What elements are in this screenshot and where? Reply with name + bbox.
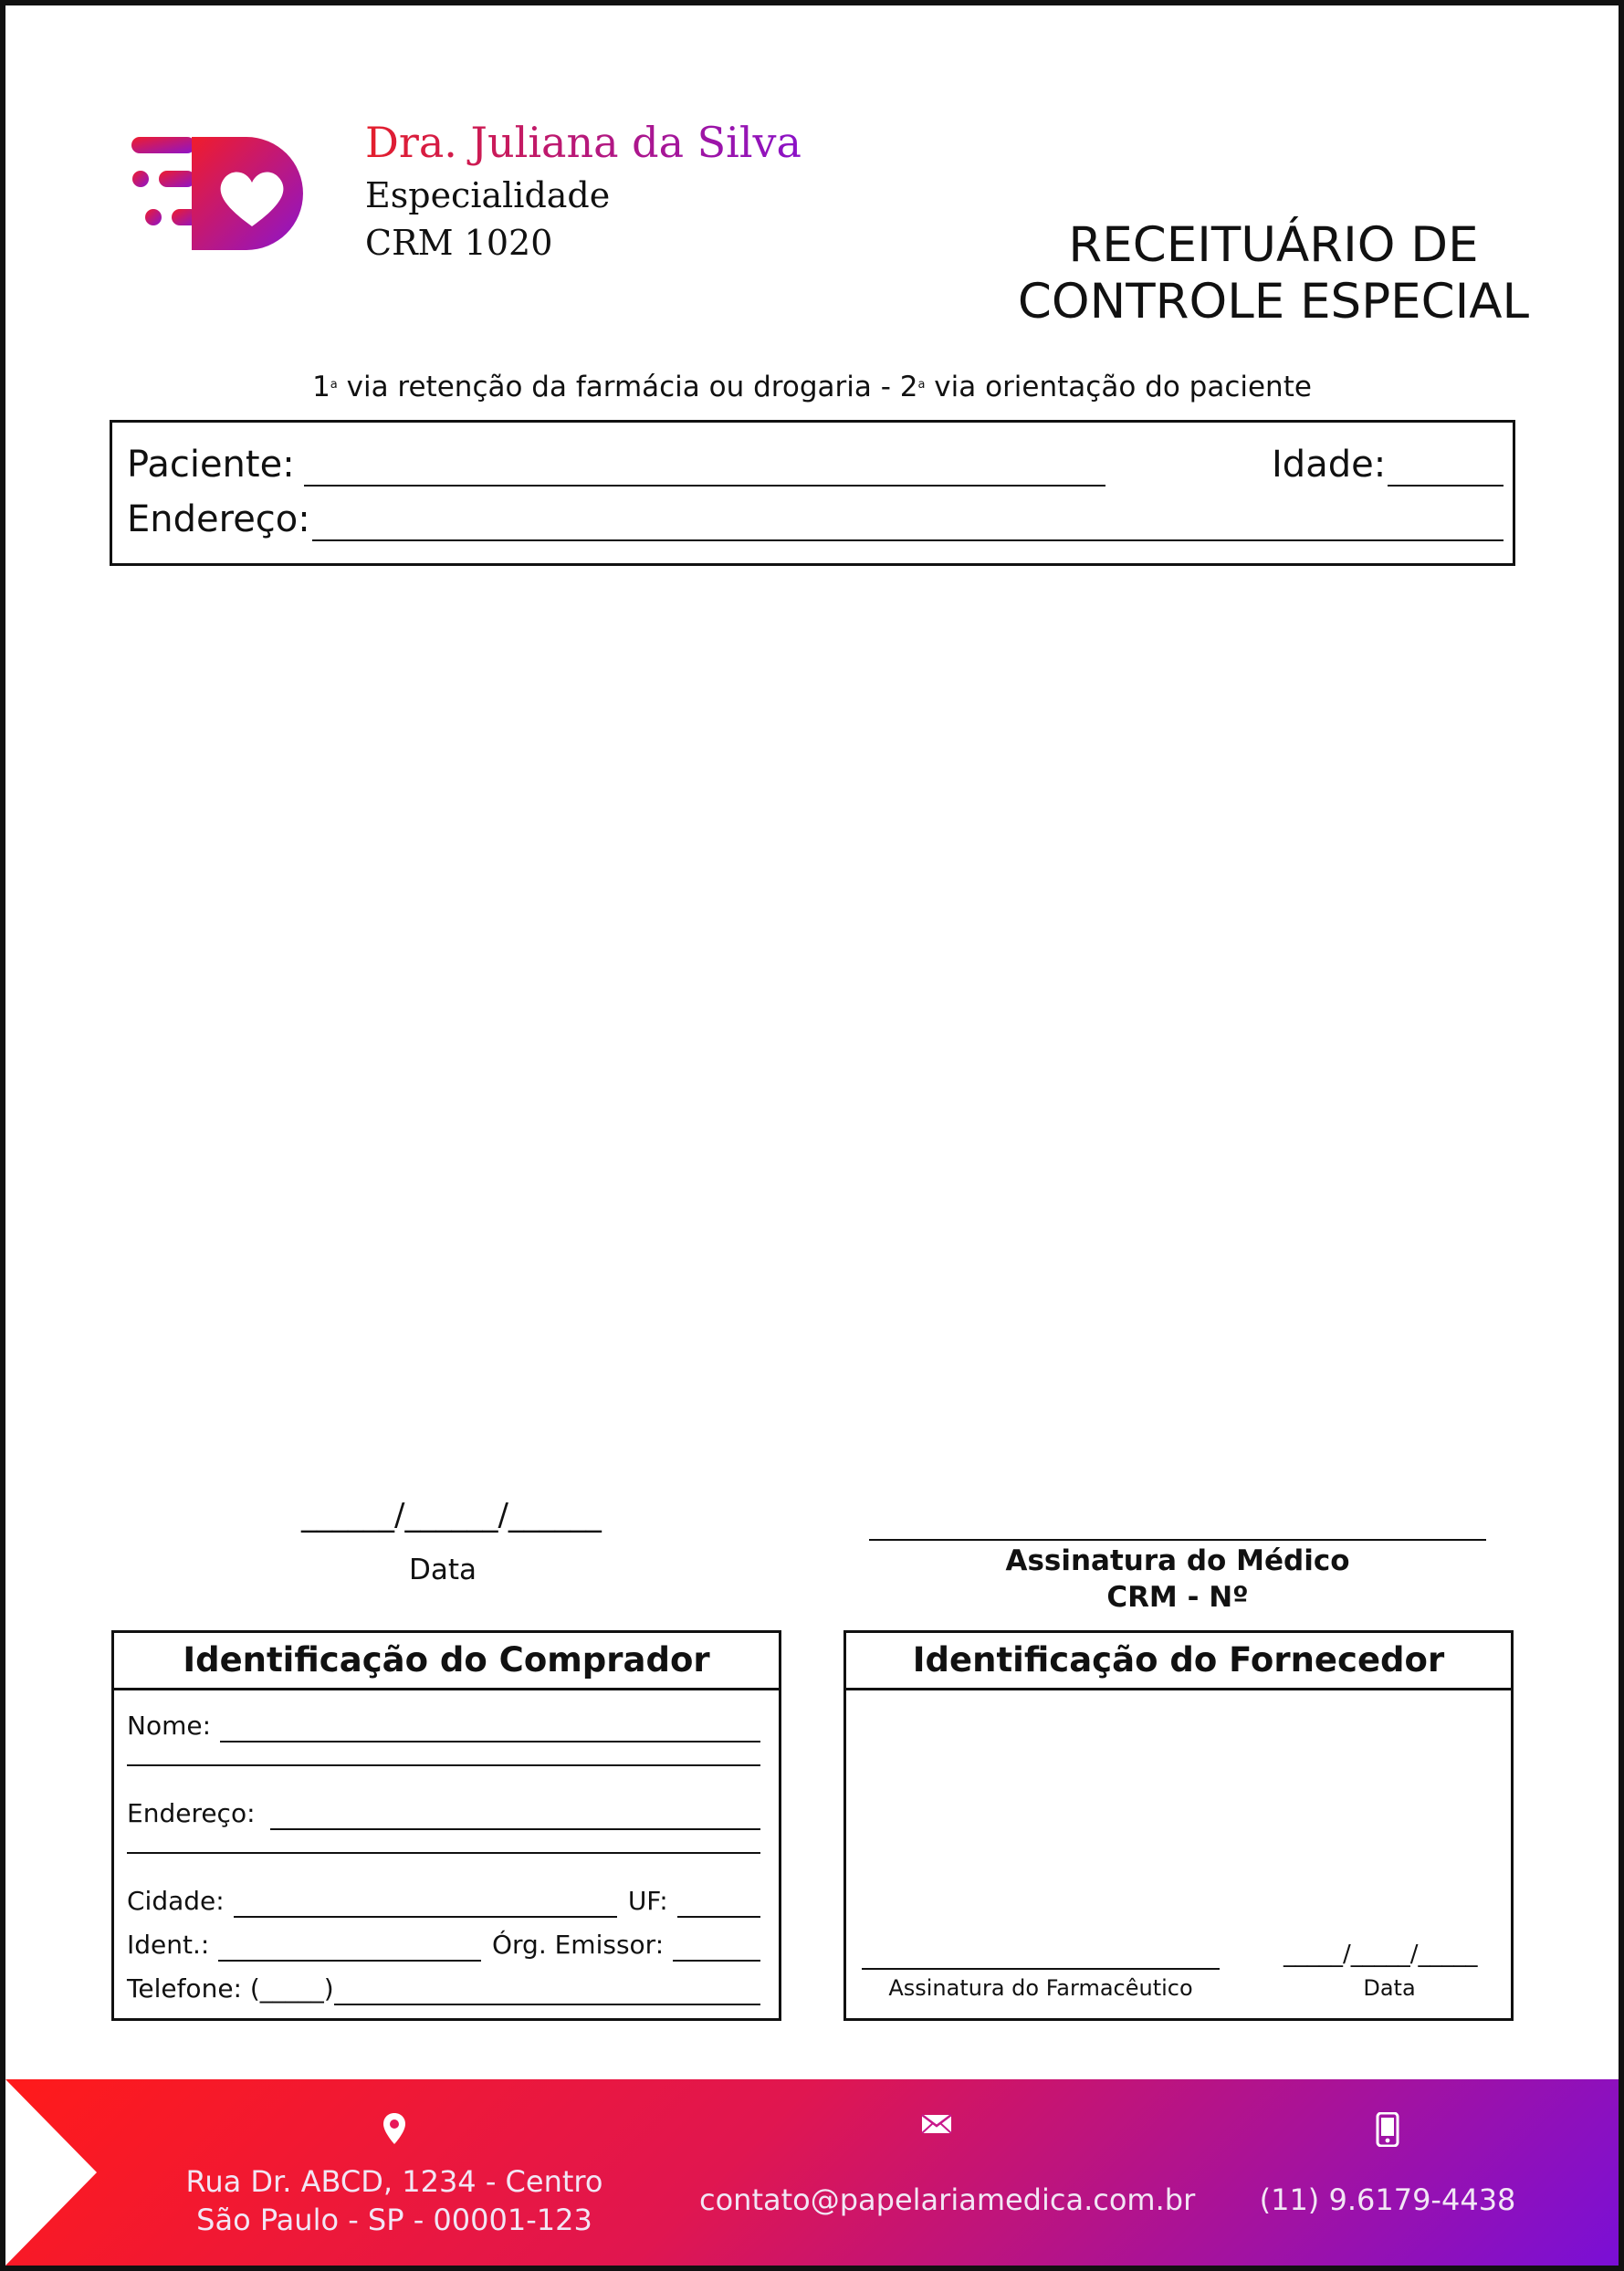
supplier-box-title: Identificação do Fornecedor xyxy=(846,1633,1511,1690)
footer-email-text[interactable]: contato@papelariamedica.com.br xyxy=(699,2182,1196,2217)
buyer-name-blank[interactable] xyxy=(220,1713,760,1742)
buyer-phone-blank[interactable] xyxy=(334,1976,760,2005)
via-first-text: via retenção da farmácia ou drogaria - 2 xyxy=(337,371,918,403)
buyer-city-uf-field[interactable] xyxy=(127,1885,760,1918)
buyer-city-label: Cidade: xyxy=(127,1886,225,1916)
physician-signature-line[interactable] xyxy=(869,1539,1486,1541)
doctor-specialty: Especialidade xyxy=(365,175,611,215)
address-field[interactable] xyxy=(127,497,1504,541)
location-pin-icon xyxy=(382,2112,406,2149)
date-label: Data xyxy=(408,1554,477,1586)
signature-label: Assinatura do Médico xyxy=(1005,1544,1350,1577)
buyer-name-field[interactable] xyxy=(127,1710,760,1742)
buyer-city-blank[interactable] xyxy=(234,1889,617,1918)
footer-phone-text[interactable]: (11) 9.6179-4438 xyxy=(1259,2182,1516,2217)
footer-address-line-1: Rua Dr. ABCD, 1234 - Centro xyxy=(185,2164,603,2199)
age-field[interactable] xyxy=(1272,443,1504,487)
via-second-text: via orientação do paciente xyxy=(925,371,1312,403)
footer-banner xyxy=(5,2079,1619,2266)
footer-phone xyxy=(1251,2079,1524,2266)
date-blank[interactable]: ______/______/______ xyxy=(301,1497,602,1533)
buyer-issuer-blank[interactable] xyxy=(673,1932,760,1962)
buyer-uf-blank[interactable] xyxy=(677,1889,760,1918)
pharmacist-signature-label: Assinatura do Farmacêutico xyxy=(888,1975,1193,2001)
buyer-ident-blank[interactable] xyxy=(218,1932,481,1962)
buyer-name-line-2[interactable] xyxy=(127,1764,760,1766)
age-label: Idade: xyxy=(1272,444,1387,486)
buyer-address-field[interactable] xyxy=(127,1797,760,1830)
patient-blank[interactable] xyxy=(304,452,1105,487)
address-label: Endereço: xyxy=(127,498,310,540)
footer-arrow-shape xyxy=(5,2079,97,2266)
pharmacist-signature-line[interactable] xyxy=(862,1968,1220,1970)
supplier-date-label: Data xyxy=(1363,1975,1416,2001)
buyer-phone-field[interactable] xyxy=(127,1973,760,2005)
copy-routing-note xyxy=(0,369,1624,405)
envelope-icon xyxy=(921,2112,952,2140)
signature-crm-label: CRM - Nº xyxy=(1106,1581,1249,1614)
via-first-num: 1 xyxy=(312,371,330,403)
patient-box xyxy=(110,420,1515,566)
buyer-address-line-2[interactable] xyxy=(127,1852,760,1854)
document-title xyxy=(995,217,1552,330)
footer-address xyxy=(184,2079,604,2266)
buyer-box-title: Identificação do Comprador xyxy=(114,1633,779,1690)
via-second-sup: a xyxy=(917,378,926,392)
physician-signature-label xyxy=(869,1543,1486,1616)
buyer-name-label: Nome: xyxy=(127,1711,212,1741)
buyer-identification-box xyxy=(111,1630,781,2021)
heart-logo-icon xyxy=(128,128,320,256)
patient-field[interactable] xyxy=(127,443,1105,487)
doctor-crm: CRM 1020 xyxy=(365,223,553,263)
supplier-date-blank[interactable]: _____/_____/_____ xyxy=(1283,1941,1478,1968)
via-first-sup: a xyxy=(330,378,338,392)
patient-label: Paciente: xyxy=(127,444,295,486)
address-blank[interactable] xyxy=(312,507,1504,541)
doctor-name: Dra. Juliana da Silva xyxy=(365,115,802,170)
age-blank[interactable] xyxy=(1388,452,1504,487)
buyer-phone-label: Telefone: (_____) xyxy=(127,1973,334,2004)
buyer-uf-label: UF: xyxy=(627,1886,668,1916)
buyer-address-blank[interactable] xyxy=(270,1801,760,1830)
mobile-phone-icon xyxy=(1376,2112,1399,2151)
footer-address-line-2: São Paulo - SP - 00001-123 xyxy=(196,2203,592,2237)
buyer-ident-label: Ident.: xyxy=(127,1930,210,1960)
buyer-ident-field[interactable] xyxy=(127,1929,760,1962)
footer-email xyxy=(699,2079,1196,2266)
buyer-address-label: Endereço: xyxy=(127,1798,256,1828)
title-line-2: CONTROLE ESPECIAL xyxy=(1017,274,1530,330)
title-line-1: RECEITUÁRIO DE xyxy=(1068,217,1479,273)
buyer-issuer-label: Órg. Emissor: xyxy=(491,1930,665,1960)
